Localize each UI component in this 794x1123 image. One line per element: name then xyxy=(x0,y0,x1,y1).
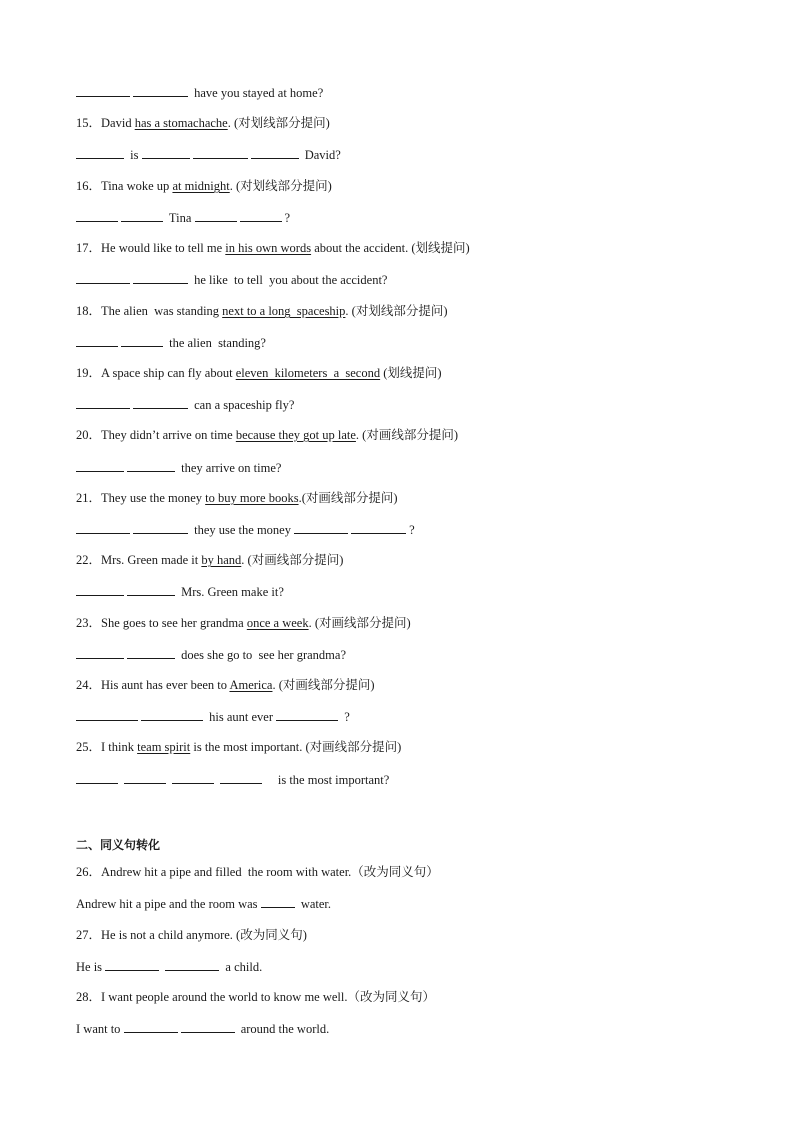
question-24 xyxy=(76,677,375,693)
underlined-phrase: at midnight xyxy=(172,179,230,193)
q17-answer-line xyxy=(76,271,387,288)
answer-blank[interactable] xyxy=(76,84,130,97)
answer-blank[interactable] xyxy=(220,771,262,784)
answer-blank[interactable] xyxy=(121,209,163,222)
answer-text: He is xyxy=(76,960,106,974)
question-number: 20． xyxy=(76,428,102,442)
question-text: He is not a child anymore. (改为同义句) xyxy=(101,928,307,942)
question-instruction: (划线提问) xyxy=(380,366,442,380)
question-text: David xyxy=(101,116,135,130)
answer-blank[interactable] xyxy=(76,646,124,659)
answer-blank[interactable] xyxy=(142,146,190,159)
answer-text: have you stayed at home? xyxy=(191,86,324,100)
question-18 xyxy=(76,303,448,319)
answer-text: I want to xyxy=(76,1022,124,1036)
answer-blank[interactable] xyxy=(133,396,188,409)
question-25 xyxy=(76,739,401,755)
question-number: 15． xyxy=(76,116,102,130)
question-text: The alien was standing xyxy=(101,304,223,318)
answer-text: they arrive on time? xyxy=(178,461,282,475)
answer-blank[interactable] xyxy=(195,209,237,222)
q28-answer-line xyxy=(76,1020,329,1037)
q23-answer-line xyxy=(76,646,346,663)
question-number: 17． xyxy=(76,241,102,255)
answer-blank[interactable] xyxy=(76,521,130,534)
question-number: 21． xyxy=(76,491,102,505)
question-17 xyxy=(76,240,470,256)
q18-answer-line xyxy=(76,334,266,351)
q14-answer-line xyxy=(76,84,323,101)
answer-text: ? xyxy=(341,710,350,724)
q21-answer-line xyxy=(76,521,415,538)
question-text: They didn’t arrive on time xyxy=(101,428,236,442)
answer-text: is the most important? xyxy=(265,773,390,787)
answer-blank[interactable] xyxy=(127,459,175,472)
question-number: 28． xyxy=(76,990,102,1004)
answer-text: Mrs. Green make it? xyxy=(178,585,284,599)
answer-text: ? xyxy=(409,523,415,537)
q22-answer-line xyxy=(76,583,284,600)
answer-blank[interactable] xyxy=(261,895,295,908)
answer-blank[interactable] xyxy=(133,521,188,534)
question-instruction: about the accident. (划线提问) xyxy=(311,241,470,255)
answer-blank[interactable] xyxy=(276,708,338,721)
answer-text: he like to tell you about the accident? xyxy=(191,273,388,287)
answer-blank[interactable] xyxy=(121,334,163,347)
answer-blank[interactable] xyxy=(105,958,159,971)
question-16 xyxy=(76,178,332,194)
q27-answer-line xyxy=(76,958,262,975)
question-22 xyxy=(76,552,343,568)
question-text: Andrew hit a pipe and filled the room with water.（改为同义句） xyxy=(101,865,439,879)
question-text: She goes to see her grandma xyxy=(101,616,247,630)
question-number: 26． xyxy=(76,865,102,879)
answer-text: can a spaceship fly? xyxy=(191,398,295,412)
answer-blank[interactable] xyxy=(294,521,348,534)
answer-text: his aunt ever xyxy=(206,710,277,724)
question-23 xyxy=(76,615,411,631)
question-text: A space ship can fly about xyxy=(101,366,236,380)
answer-blank[interactable] xyxy=(76,146,124,159)
answer-blank[interactable] xyxy=(76,334,118,347)
question-text: They use the money xyxy=(101,491,206,505)
question-number: 19． xyxy=(76,366,102,380)
underlined-phrase: because they got up late xyxy=(235,428,356,442)
answer-blank[interactable] xyxy=(193,146,248,159)
question-number: 27． xyxy=(76,928,102,942)
answer-text: David? xyxy=(301,148,341,162)
answer-blank[interactable] xyxy=(76,271,130,284)
question-text: Mrs. Green made it xyxy=(101,553,202,567)
q16-answer-line xyxy=(76,209,290,226)
answer-blank[interactable] xyxy=(127,583,175,596)
answer-blank[interactable] xyxy=(165,958,219,971)
question-number: 25． xyxy=(76,740,102,754)
question-15 xyxy=(76,115,330,131)
question-instruction: . (对画线部分提问) xyxy=(355,428,458,442)
question-instruction: . (对划线部分提问) xyxy=(345,304,448,318)
answer-blank[interactable] xyxy=(124,771,166,784)
question-number: 22． xyxy=(76,553,102,567)
answer-blank[interactable] xyxy=(141,708,203,721)
underlined-phrase: next to a long spaceship xyxy=(222,304,346,318)
question-instruction: is the most important. (对画线部分提问) xyxy=(190,740,402,754)
question-text: His aunt has ever been to xyxy=(101,678,230,692)
question-text: He would like to tell me xyxy=(101,241,226,255)
answer-blank[interactable] xyxy=(124,1020,178,1033)
answer-text: water. xyxy=(297,897,332,911)
answer-blank[interactable] xyxy=(181,1020,235,1033)
underlined-phrase: eleven kilometers a second xyxy=(235,366,381,380)
q24-answer-line xyxy=(76,708,350,725)
question-text: I want people around the world to know me well.（改为同义句） xyxy=(101,990,435,1004)
underlined-phrase: by hand xyxy=(201,553,242,567)
answer-text: Tina xyxy=(166,211,195,225)
question-26 xyxy=(76,864,439,880)
answer-text: Andrew hit a pipe and the room was xyxy=(76,897,261,911)
answer-text: they use the money xyxy=(191,523,295,537)
question-instruction: .(对画线部分提问) xyxy=(298,491,398,505)
answer-blank[interactable] xyxy=(251,146,299,159)
underlined-phrase: team spirit xyxy=(137,740,191,754)
q15-answer-line xyxy=(76,146,341,163)
answer-text: the alien standing? xyxy=(166,336,266,350)
question-number: 18． xyxy=(76,304,102,318)
underlined-phrase: America xyxy=(229,678,273,692)
underlined-phrase: in his own words xyxy=(225,241,312,255)
answer-blank[interactable] xyxy=(76,583,124,596)
question-19 xyxy=(76,365,442,381)
q25-answer-line xyxy=(76,771,389,788)
question-20 xyxy=(76,427,458,443)
answer-blank[interactable] xyxy=(127,646,175,659)
question-21 xyxy=(76,490,398,506)
q26-answer-line xyxy=(76,895,331,912)
answer-blank[interactable] xyxy=(76,396,130,409)
underlined-phrase: has a stomachache xyxy=(134,116,228,130)
question-27 xyxy=(76,927,307,943)
question-number: 23． xyxy=(76,616,102,630)
answer-blank[interactable] xyxy=(76,459,124,472)
answer-blank[interactable] xyxy=(240,209,282,222)
question-instruction: . (对画线部分提问) xyxy=(272,678,375,692)
answer-blank[interactable] xyxy=(172,771,214,784)
q20-answer-line xyxy=(76,459,281,476)
answer-text: a child. xyxy=(222,960,263,974)
q19-answer-line xyxy=(76,396,294,413)
answer-blank[interactable] xyxy=(133,84,188,97)
answer-blank[interactable] xyxy=(76,771,118,784)
underlined-phrase: to buy more books xyxy=(205,491,299,505)
answer-blank[interactable] xyxy=(133,271,188,284)
answer-blank[interactable] xyxy=(76,708,138,721)
answer-text: is xyxy=(127,148,142,162)
answer-text: does she go to see her grandma? xyxy=(178,648,346,662)
question-instruction: . (对划线部分提问) xyxy=(227,116,330,130)
question-28 xyxy=(76,989,435,1005)
question-instruction: . (对画线部分提问) xyxy=(241,553,344,567)
section-title: 二、同义句转化 xyxy=(76,838,161,852)
underlined-phrase: once a week xyxy=(246,616,309,630)
question-instruction: . (对划线部分提问) xyxy=(229,179,332,193)
question-number: 24． xyxy=(76,678,102,692)
question-text: Tina woke up xyxy=(101,179,173,193)
question-number: 16． xyxy=(76,179,102,193)
question-instruction: . (对画线部分提问) xyxy=(308,616,411,630)
answer-text: around the world. xyxy=(237,1022,330,1036)
answer-blank[interactable] xyxy=(76,209,118,222)
answer-blank[interactable] xyxy=(351,521,406,534)
question-text: I think xyxy=(101,740,138,754)
answer-text: ? xyxy=(284,211,291,225)
